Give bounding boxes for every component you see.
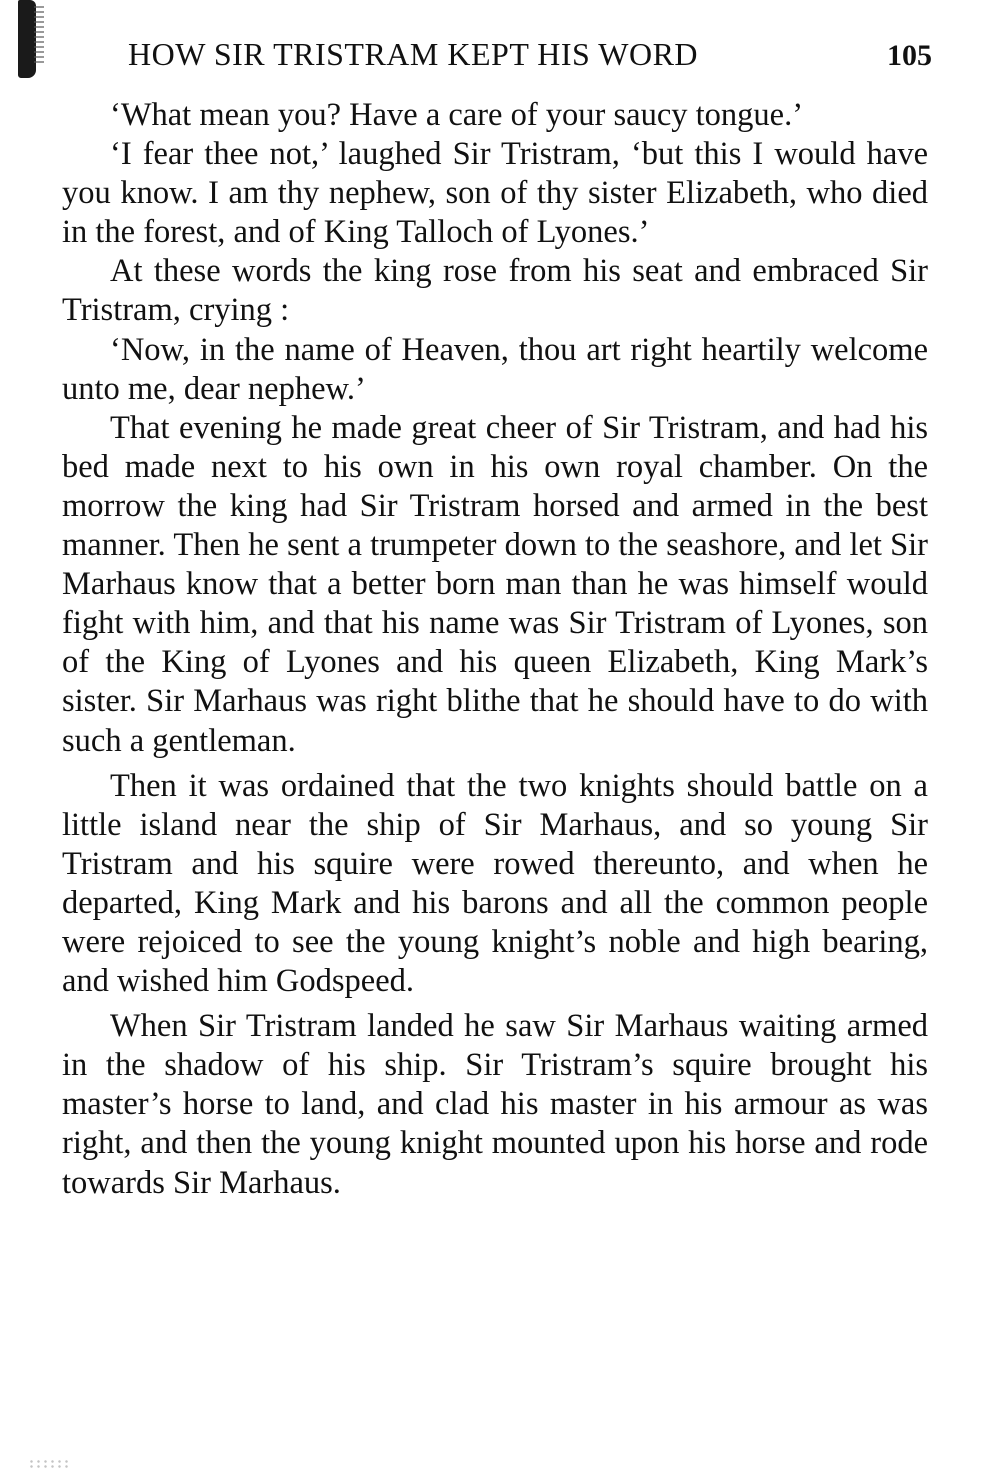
body-text [62, 96, 928, 1203]
paragraph: At these words the king rose from his seat and embraced Sir Tristram, crying : [62, 253, 928, 329]
running-header [128, 36, 932, 80]
running-title: HOW SIR TRISTRAM KEPT HIS WORD [128, 36, 699, 72]
paragraph: When Sir Tristram landed he saw Sir Marhaus waiting armed in the shadow of his ship. Sir Tristram’s squire brought his master’s horse to land, and clad his master in his armour as was right, and then the young knight mounted upon his horse and rode towards Sir Marhaus. [62, 1008, 928, 1201]
binding-edge-mark [18, 0, 36, 78]
print-specks [28, 1459, 68, 1469]
paragraph: ‘What mean you? Have a care of your saucy tongue.’ [110, 97, 804, 133]
paragraph: That evening he made great cheer of Sir Tristram, and had his bed made next to his own in his own royal chamber. On the morrow the king had Sir Tristram horsed and armed in the best manner. Then he sent a trumpeter down to the seashore, and let Sir Marhaus know that a better born man than he was himself would fight with him, and that his name was Sir Tristram of Lyones, son of the King of Lyones and his queen Elizabeth, King Mark’s sister. Sir Marhaus was right blithe that he should have to do with such a gentleman. [62, 409, 928, 759]
paragraph: ‘Now, in the name of Heaven, thou art right heartily welcome unto me, dear nephew.’ [62, 331, 928, 407]
paragraph: ‘I fear thee not,’ laughed Sir Tristram, ‘but this I would have you know. I am thy nephew, son of thy sister Elizabeth, who died in the forest, and of King Talloch of Lyones.’ [62, 136, 928, 251]
page-number: 105 [887, 39, 932, 72]
paragraph: Then it was ordained that the two knights should battle on a little island near the ship of Sir Marhaus, and so young Sir Tristram and his squire were rowed thereunto, and when he departed, King Mark and his barons and all the common people were rejoiced to see the young knight’s noble and high bearing, and wished him Godspeed. [62, 767, 928, 1000]
